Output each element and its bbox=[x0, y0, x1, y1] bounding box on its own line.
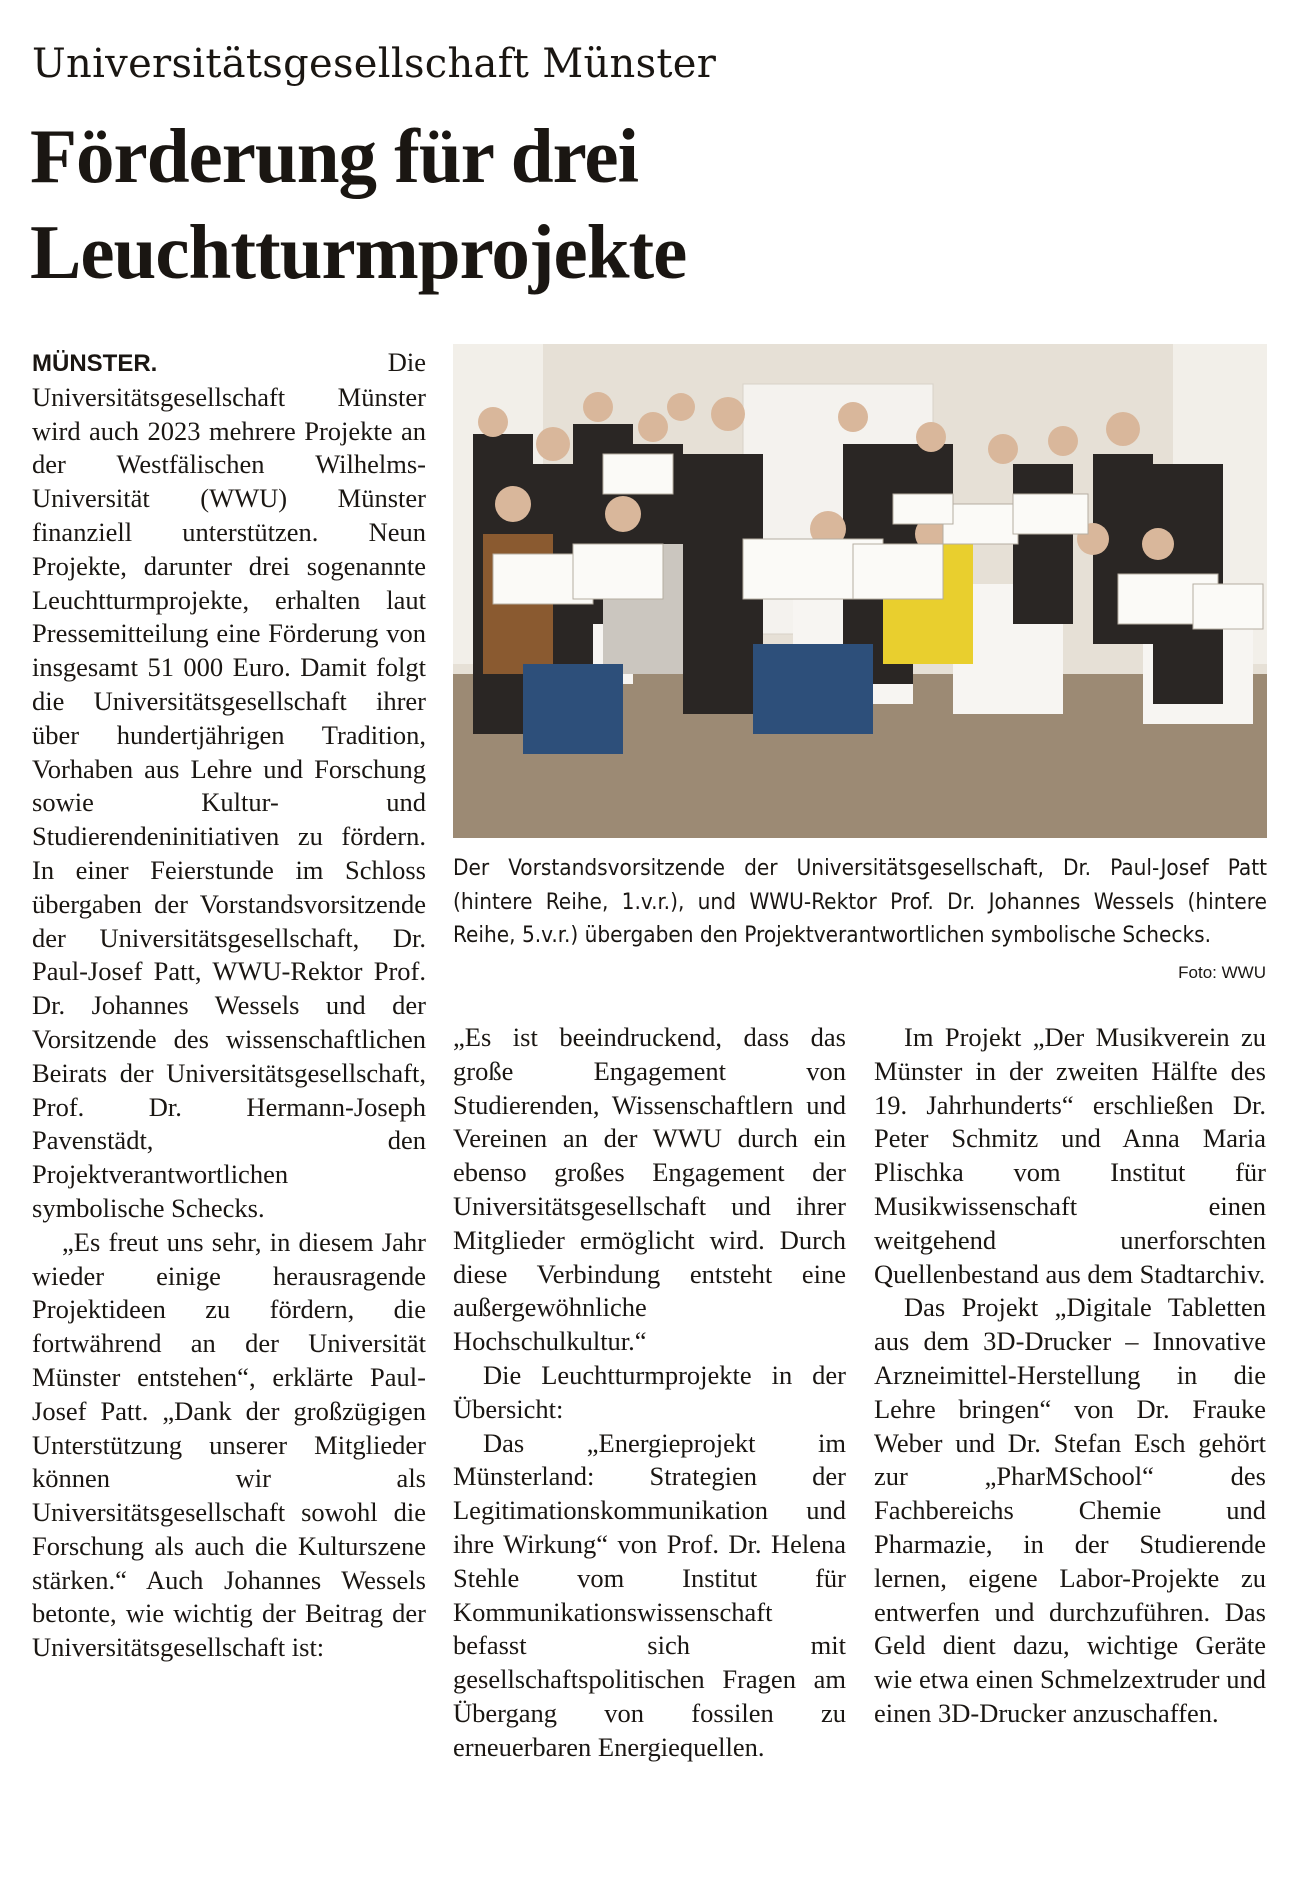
headline-line-1: Förderung für drei bbox=[30, 113, 638, 199]
article-column-1 bbox=[32, 346, 426, 1665]
news-photo bbox=[453, 344, 1267, 838]
headline bbox=[30, 108, 686, 300]
article-paragraph-5: Das „Energieprojekt im Münsterland: Strategien der Legitimationskommunikation und ihre Wirkung“ von Prof. Dr. Helena Stehle vom Institut für Kommunikationswissenschaft befasst sich mit gesellschaftspolitischen Fragen am Übergang von fossilen zu erneuerbaren Energiequellen. bbox=[453, 1427, 846, 1762]
article-paragraph-4: Die Leuchtturmprojekte in der Übersicht: bbox=[453, 1359, 846, 1424]
article-column-2 bbox=[453, 1021, 846, 1765]
article-paragraph-1 bbox=[32, 346, 426, 1226]
photo-credit: Foto: WWU bbox=[1178, 963, 1266, 982]
article-paragraph-1-text: Die Universitätsgesellschaft Münster wird auch 2023 mehrere Projekte an der Westfälischen Wilhelms-Universität (WWU) Münster finanziell unterstützen. Neun Projekte, darunter drei sogenannte Leuchtturmprojekte, erhalten laut Pressemitteilung eine Förderung von insgesamt 51 000 Euro. Damit folgt die Universitätsgesellschaft ihrer über hundertjährigen Tradition, Vorhaben aus Lehre und Forschung sowie Kultur- und Studierendeninitiativen zu fördern. In einer Feierstunde im Schloss übergaben der Vorstandsvorsitzende der Universitätsgesellschaft, Dr. Paul-Josef Patt, WWU-Rektor Prof. Dr. Johannes Wessels und der Vorsitzende des wissenschaftlichen Beirats der Universitätsgesellschaft, Prof. Dr. Hermann-Joseph Pavenstädt, den Projektverantwortlichen symbolische Schecks. bbox=[32, 347, 426, 1223]
article-column-3 bbox=[874, 1021, 1266, 1731]
group-photo-illustration bbox=[453, 344, 1267, 838]
kicker: Universitätsgesellschaft Münster bbox=[32, 41, 717, 87]
article-paragraph-2: „Es freut uns sehr, in diesem Jahr wieder einige herausragende Projektideen zu fördern, die fortwährend an der Universität Münster entstehen“, erklärte Paul-Josef Patt. „Dank der großzügigen Unterstützung unserer Mitglieder können wir als Universitätsgesellschaft sowohl die Forschung als auch die Kulturszene stärken.“ Auch Johannes Wessels betonte, wie wichtig der Beitrag der Universitätsgesellschaft ist: bbox=[32, 1226, 426, 1663]
article-paragraph-7: Das Projekt „Digitale Tabletten aus dem 3D-Drucker – Innovative Arzneimittel-Herstellung in die Lehre bringen“ von Dr. Frauke Weber und Dr. Stefan Esch gehört zur „PharMSchool“ des Fachbereichs Chemie und Pharmazie, in der Studierende lernen, eigene Labor-Projekte zu entwerfen und durchzuführen. Das Geld dient dazu, wichtige Geräte wie etwa einen Schmelzextruder und einen 3D-Drucker anzuschaffen. bbox=[874, 1292, 1266, 1728]
photo-caption: Der Vorstandsvorsitzende der Universitätsgesellschaft, Dr. Paul-Josef Patt (hintere Reihe, 1.v.r.), und WWU-Rektor Prof. Dr. Johannes Wessels (hintere Reihe, 5.v.r.) übergaben den Projektverantwortlichen symbolische Schecks. bbox=[453, 855, 1267, 948]
dateline: MÜNSTER. bbox=[32, 350, 158, 377]
article-paragraph-3: „Es ist beeindruckend, dass das große Engagement von Studierenden, Wissenschaftlern und Vereinen an der WWU durch ein ebenso großes Engagement der Universitätsgesellschaft und ihrer Mitglieder ermöglicht wird. Durch diese Verbindung entsteht eine außergewöhnliche Hochschulkultur.“ bbox=[453, 1022, 846, 1357]
headline-line-2: Leuchtturmprojekte bbox=[30, 209, 687, 295]
article-paragraph-6: Im Projekt „Der Musikverein zu Münster in der zweiten Hälfte des 19. Jahrhunderts“ erschließen Dr. Peter Schmitz und Anna Maria Plischka vom Institut für Musikwissenschaft einen weitgehend unerforschten Quellenbestand aus dem Stadtarchiv. bbox=[874, 1022, 1266, 1289]
